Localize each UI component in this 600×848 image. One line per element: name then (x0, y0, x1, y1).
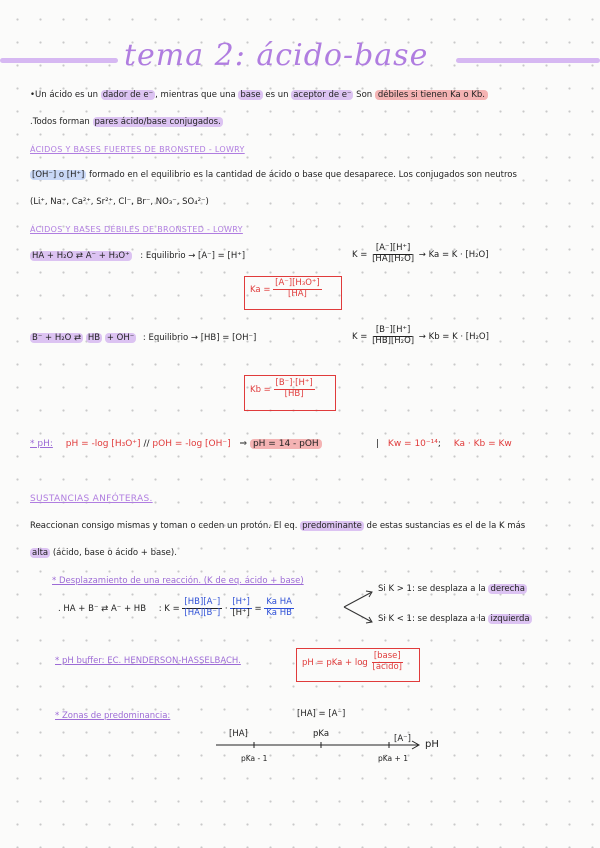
k-denominator: [HA][H₂O] (372, 253, 415, 264)
frac1-den-text: [HA][B⁻] (184, 607, 221, 618)
weak-base-reaction-a: B⁻ + H₂O ⇄ (32, 333, 82, 343)
case-k-greater (378, 584, 527, 594)
amph-highest: alta (32, 548, 49, 558)
kb-result: → Kb = K · [H₂O] (418, 331, 489, 342)
intro-text-2a: .Todos forman (30, 117, 93, 127)
buffer-prefix: pH = pKa + log (302, 657, 368, 668)
zone-ha-label: [HA] (229, 729, 248, 739)
k-fraction (370, 244, 416, 265)
displacement-branch-arrows (342, 586, 376, 628)
intro-conjugate-pairs: pares ácido/base conjugados. (94, 117, 221, 127)
intro-text-e: es un (262, 90, 292, 100)
zone-ph-label: pH (425, 739, 439, 750)
ka-formula (250, 279, 322, 300)
k-prefix: K = (352, 249, 368, 260)
amph-heading: SUSTANCIAS ANFÓTERAS. (30, 494, 153, 504)
displacement-heading: * Desplazamiento de una reacción. (K de eq. ácido + base) (52, 576, 304, 586)
amph-line-1 (30, 521, 525, 531)
intro-line-1 (30, 90, 488, 100)
intro-acid-def: dador de e⁻ (102, 90, 154, 100)
zones-heading: * Zonas de predominancia: (55, 711, 171, 721)
frac3-num: Ka HA (266, 597, 292, 607)
intro-text-c: , mientras que una (155, 90, 239, 100)
strong-ions-highlight: [OH⁻] o [H⁺] (32, 170, 85, 180)
amph-text-a: Reaccionan consigo mismas y toman o ceden un protón. (30, 521, 271, 531)
buffer-heading: * pH buffer: EC. HENDERSON-HASSELBACH. (55, 656, 241, 666)
amph-text-b: El eq. (270, 521, 301, 531)
amph-predominant: predominante (302, 521, 362, 531)
ph-label: * pH: (30, 439, 53, 449)
displacement-reaction: . HA + B⁻ ⇄ A⁻ + HB (58, 603, 147, 614)
zone-pka-minus-label: pKa - 1 (241, 754, 268, 763)
weak-acid-equilibrium: : Equilibrio → [A⁻] = [H⁺] (140, 251, 246, 261)
weak-base-row (30, 333, 256, 343)
weak-acid-row (30, 251, 245, 261)
ph-axis (214, 738, 426, 752)
ka-denominator: [HA] (288, 288, 307, 299)
frac3-den: Ka HB (266, 607, 292, 618)
case-k-less (378, 614, 532, 624)
kb-numerator: [B⁻]·[H⁺] (275, 378, 313, 388)
kb-prefix: Kb = (250, 384, 271, 395)
ka-numerator: [A⁻][H₃O⁺] (275, 278, 320, 288)
intro-text-a: •Un ácido es un (30, 90, 101, 100)
frac1-num-text: [HB][A⁻] (184, 597, 221, 607)
zone-equality-label: [HA] = [A⁻] (297, 709, 346, 719)
ka-kb-relation: Ka · Kb = Kw (453, 439, 512, 449)
ph-implies-arrow: ⇒ (239, 439, 248, 449)
kw-semicolon: ; (437, 439, 441, 449)
zone-a-label: [A⁻] (394, 734, 411, 744)
ph-sum: pH = 14 - pOH (250, 439, 322, 449)
displacement-dot: · (224, 603, 228, 614)
kb-fraction (274, 379, 315, 400)
ka-result: → Ka = K · [H₂O] (418, 249, 489, 260)
ka-prefix: Ka = (250, 284, 271, 295)
displacement-frac-2 (230, 598, 252, 619)
weak-base-reaction-b: HB (87, 333, 101, 343)
page-title: tema 2: ácido-base (124, 38, 429, 73)
k-numerator: [A⁻][H⁺] (375, 243, 411, 253)
amph-text-2b: (ácido, base o ácido + base). (50, 548, 177, 558)
intro-base-def: aceptor de e⁻ (293, 90, 352, 100)
displacement-row (58, 598, 294, 619)
frac2-num: [H⁺] (232, 597, 250, 607)
amph-text-d: de estas sustancias es el de la K más (363, 521, 526, 531)
title-underline-left (0, 58, 118, 63)
weak-base-equilibrium: : Equilibrio → [HB] = [OH⁻] (142, 333, 257, 343)
strong-text-b: formado en el equilibrio es la cantidad de ácido o base que desaparece. (86, 170, 396, 180)
weak-acid-reaction: HA + H₂O ⇄ A⁻ + H₃O⁺ (32, 251, 130, 261)
intro-weak-note: débiles si tienen Ka o Kb. (375, 90, 488, 100)
kbase-denominator: [HB][H₂O] (372, 335, 415, 346)
kw-bar: | (376, 439, 380, 449)
frac1-den (182, 609, 222, 619)
displacement-k-prefix: : K = (158, 603, 180, 614)
case2-text: Si K < 1: se desplaza a la (378, 614, 489, 624)
amph-line-2 (30, 548, 177, 558)
displacement-frac-3 (264, 598, 294, 619)
weak-base-reaction-c: + OH⁻ (106, 333, 135, 343)
zone-pka-plus-label: pKa + 1 (378, 754, 408, 763)
ph-row (30, 439, 322, 449)
kbase-prefix: K = (352, 331, 368, 342)
buffer-fraction (371, 652, 404, 673)
weak-acid-k (352, 244, 489, 265)
kw-row (376, 439, 512, 449)
ph-separator: // (143, 439, 150, 449)
strong-line-1 (30, 170, 517, 180)
title-underline-right (456, 58, 600, 63)
strong-ions-list: (Li⁺, Na⁺, Ca²⁺, Sr²⁺, Cl⁻, Br⁻, NO₃⁻, SO₄²⁻) (30, 197, 209, 207)
kbase-fraction (370, 326, 416, 347)
kb-formula (250, 379, 315, 400)
weak-heading: ÁCIDOS Y BASES DÉBILES DE BRONSTED - LOWRY (30, 225, 243, 234)
buffer-denominator: [ácido] (372, 661, 403, 672)
case1-text: Si K > 1: se desplaza a la (378, 584, 489, 594)
buffer-numerator: [base] (373, 651, 401, 661)
intro-line-2 (30, 117, 223, 127)
kb-denominator: [HB] (284, 388, 304, 399)
displacement-equals: = (254, 603, 262, 614)
ph-formula: pH = -log [H₃O⁺] (65, 439, 141, 449)
frac2-den: [H⁺] (232, 607, 250, 618)
intro-text-g: Son (353, 90, 375, 100)
zone-pka-label: pKa (313, 729, 330, 739)
strong-text-c: Los conjugados son neutros (395, 170, 517, 180)
displacement-frac-1 (182, 598, 222, 619)
strong-heading: ÁCIDOS Y BASES FUERTES DE BRONSTED - LOWRY (30, 145, 245, 154)
buffer-formula (302, 652, 404, 673)
case1-direction: derecha (490, 584, 525, 594)
ka-fraction (273, 279, 322, 300)
kbase-numerator: [B⁻][H⁺] (375, 325, 411, 335)
kw-value: Kw = 10⁻¹⁴ (387, 439, 438, 449)
case2-direction: izquierda (490, 614, 530, 624)
poh-formula: pOH = -log [OH⁻] (152, 439, 231, 449)
weak-base-k (352, 326, 489, 347)
intro-base: base (240, 90, 261, 100)
